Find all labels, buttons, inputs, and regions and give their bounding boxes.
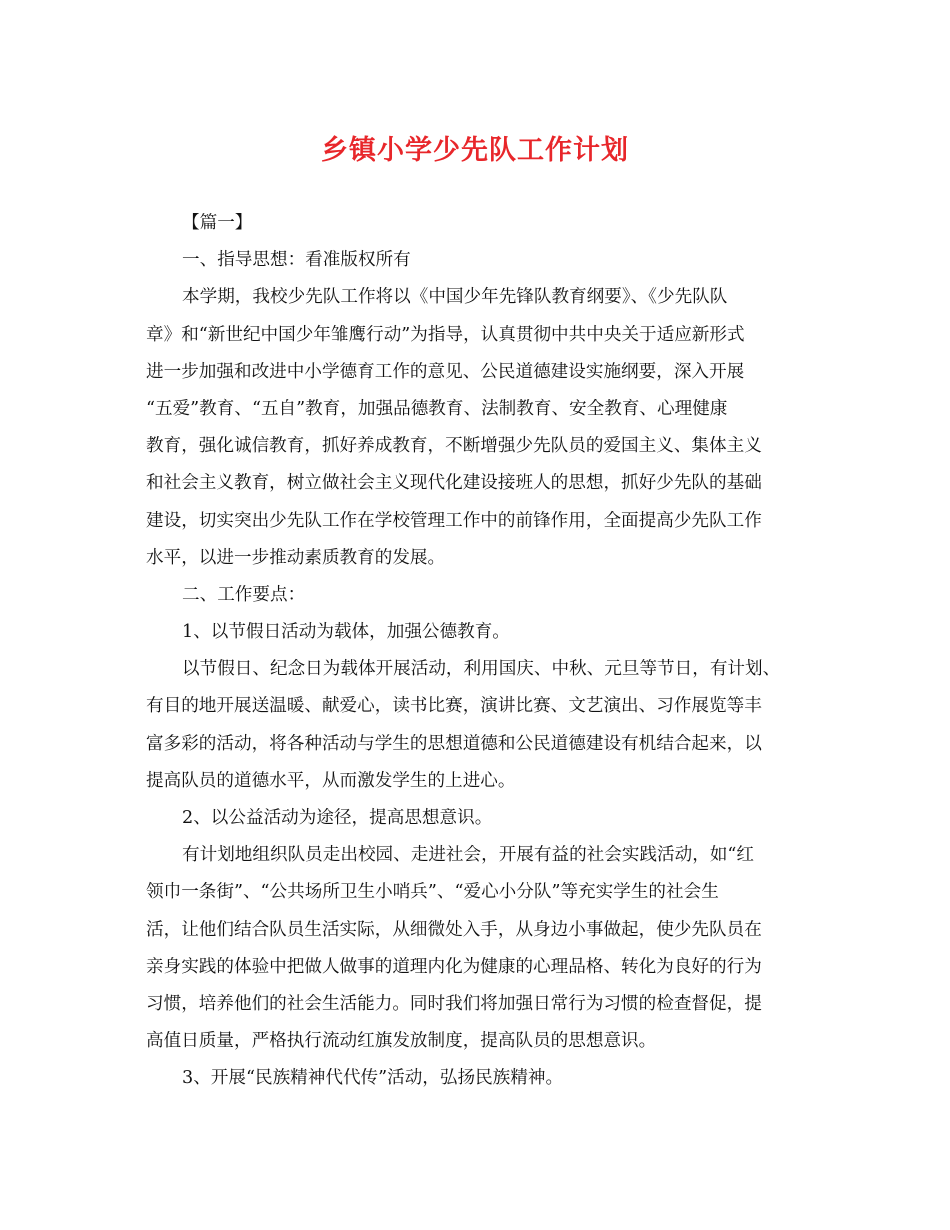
document-line: 水平，以进一步推动素质教育的发展。	[146, 547, 446, 568]
document-line: 进一步加强和改进中小学德育工作的意见、公民道德建设实施纲要，深入开展	[146, 361, 745, 382]
document-line: 亲身实践的体验中把做人做事的道理内化为健康的心理品格、转化为良好的行为	[146, 956, 762, 977]
document-line: 活，让他们结合队员生活实际，从细微处入手，从身边小事做起，使少先队员在	[146, 919, 762, 940]
document-line: 建设，切实突出少先队工作在学校管理工作中的前锋作用，全面提高少先队工作	[146, 510, 762, 531]
document-line: 高值日质量，严格执行流动红旗发放制度，提高队员的思想意识。	[146, 1031, 657, 1052]
document-line: 一、指导思想：看准版权所有	[182, 250, 411, 271]
document-line: 有计划地组织队员走出校园、走进社会，开展有益的社会实践活动，如“红	[182, 845, 754, 866]
document-line: 教育，强化诚信教育，抓好养成教育，不断增强少先队员的爱国主义、集体主义	[146, 436, 762, 457]
document-line: 2、以公益活动为途径，提高思想意识。	[182, 808, 493, 828]
document-body	[146, 205, 806, 1098]
document-line: 章》和“新世纪中国少年雏鹰行动”为指导，认真贯彻中共中央关于适应新形式	[146, 324, 745, 345]
document-line: 领巾一条街”、“公共场所卫生小哨兵”、“爱心小分队”等充实学生的社会生	[146, 882, 719, 903]
document-line: 本学期，我校少先队工作将以《中国少年先锋队教育纲要》、《少先队队	[182, 287, 728, 308]
document-line: 富多彩的活动，将各种活动与学生的思想道德和公民道德建设有机结合起来，以	[146, 733, 762, 754]
document-line: 有目的地开展送温暖、献爱心，读书比赛，演讲比赛、文艺演出、习作展览等丰	[146, 696, 762, 717]
document-line: 3、开展“民族精神代代传”活动，弘扬民族精神。	[182, 1068, 564, 1089]
document-line: “五爱”教育、“五自”教育，加强品德教育、法制教育、安全教育、心理健康	[146, 398, 728, 419]
document-line: 习惯，培养他们的社会生活能力。同时我们将加强日常行为习惯的检查督促，提	[146, 993, 762, 1014]
document-line: 和社会主义教育，树立做社会主义现代化建设接班人的思想，抓好少先队的基础	[146, 473, 762, 494]
document-line: 1、以节假日活动为载体，加强公德教育。	[182, 622, 510, 643]
document-line: 提高队员的道德水平，从而激发学生的上进心。	[146, 770, 516, 791]
document-line: 二、工作要点：	[182, 584, 306, 605]
document-line: 以节假日、纪念日为载体开展活动，利用国庆、中秋、元旦等节日，有计划、	[182, 659, 781, 680]
document-line: 【篇一】	[182, 213, 253, 233]
document-title: 乡镇小学少先队工作计划	[321, 135, 629, 166]
